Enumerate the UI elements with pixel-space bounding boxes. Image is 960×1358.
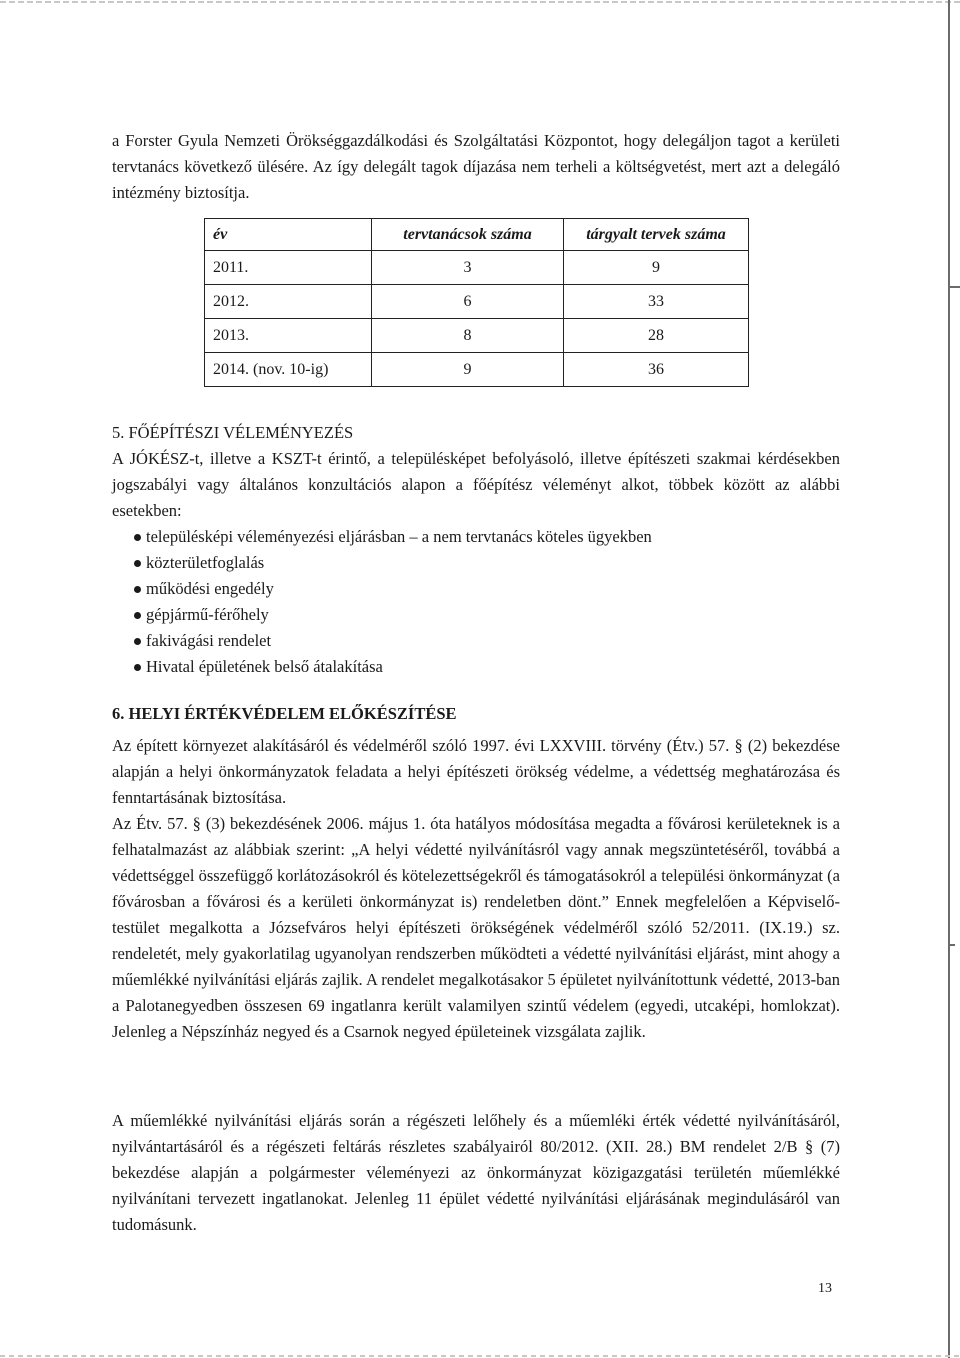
table-cell-count: 9 xyxy=(372,353,564,387)
list-item xyxy=(138,524,840,550)
intro-paragraph-block xyxy=(112,128,840,206)
list-item xyxy=(138,550,840,576)
bullet-icon xyxy=(134,534,141,541)
section-5 xyxy=(112,420,840,680)
section-5-heading: 5. FŐÉPÍTÉSZI VÉLEMÉNYEZÉS xyxy=(112,423,354,442)
table-cell-count: 3 xyxy=(372,251,564,285)
list-item-text: településképi véleményezési eljárásban – a nem tervtanács köteles ügyekben xyxy=(146,527,652,546)
bullet-icon xyxy=(134,586,141,593)
list-item-text: gépjármű-férőhely xyxy=(146,605,269,624)
table-cell-plans: 33 xyxy=(564,285,749,319)
scan-edge-tick xyxy=(949,286,960,288)
table-cell-count: 8 xyxy=(372,319,564,353)
bullet-icon xyxy=(134,664,141,671)
list-item-text: közterületfoglalás xyxy=(146,553,265,572)
table-cell-count: 6 xyxy=(372,285,564,319)
scan-edge-tick xyxy=(949,944,955,946)
scan-edge-right xyxy=(948,0,950,1358)
table-cell-year: 2014. (nov. 10-ig) xyxy=(205,353,372,387)
list-item-text: működési engedély xyxy=(146,579,274,598)
section-6-paragraph-3: A műemlékké nyilvánítási eljárás során a régészeti lelőhely és a műemléki érték védetté nyilvánításáról, nyilvántartásáról és a régészeti feltárás részletes szabályairól 80/2012. (XII. 28.) BM rendelet 2/B § (7) bekezdése alapján a polgármester véleményezi az önkormányzat közigazgatási területén műemlékké nyilvánítani tervezett ingatlanokat. Jelenleg 11 épület védetté nyilvánítási eljárásának megindulásáról van tudomásunk. xyxy=(112,1111,840,1234)
bullet-icon xyxy=(134,612,141,619)
scan-edge-top xyxy=(0,1,960,3)
section-6-heading: 6. HELYI ÉRTÉKVÉDELEM ELŐKÉSZÍTÉSE xyxy=(112,704,457,723)
table-cell-year: 2011. xyxy=(205,251,372,285)
tervtanacs-table xyxy=(204,218,749,387)
table-cell-plans: 36 xyxy=(564,353,749,387)
section-6-paragraph-1: Az épített környezet alakításáról és védelméről szóló 1997. évi LXXVIII. törvény (Étv.) 57. § (2) bekezdése alapján a helyi önkormányzatok feladata a helyi építészeti örökség védelme, a védettség meghatározása és fenntartásának biztosítása. xyxy=(112,736,840,807)
column-header-tervek: tárgyalt tervek száma xyxy=(564,219,749,251)
scan-edge-bottom xyxy=(0,1355,960,1357)
table-row xyxy=(205,251,749,285)
intro-paragraph: a Forster Gyula Nemzeti Örökséggazdálkodási és Szolgáltatási Központot, hogy delegáljon tagot a kerületi tervtanács következő ülésére. Az így delegált tagok díjazása nem terheli a költségvetést, mert azt a delegáló intézmény biztosítja. xyxy=(112,131,840,202)
table-cell-plans: 28 xyxy=(564,319,749,353)
table-row xyxy=(205,319,749,353)
column-header-tervtanacsok: tervtanácsok száma xyxy=(372,219,564,251)
section-5-bullet-list xyxy=(112,524,840,680)
section-6-paragraph-2: Az Étv. 57. § (3) bekezdésének 2006. május 1. óta hatályos módosítása megadta a fővárosi kerületeknek is a felhatalmazást az alábbiak szerint: „A helyi védetté nyilvánításról vagy annak megszüntetéséről, továbbá a védettséggel összefüggő korlátozásokról és kötelezettségekről és támogatásokról a települési önkormányzat (a fővárosban a fővárosi és a kerületi önkormányzat is) rendeletben dönt.” Ennek megfelelően a Képviselő-testület megalkotta a Józsefváros helyi építészeti örökségének védelméről szóló 52/2011. (IX.19.) sz. rendeletét, mely gyakorlatilag ugyanolyan rendszerben működteti a védetté nyilvánítási eljárást, mint ahogy a műemlékké nyilvánítási eljárás zajlik. A rendelet megalkotásakor 5 épületet nyilvánítottunk védetté, 2013-ban a Palotanegyedben összesen 69 ingatlanra került valamilyen szintű védelem (egyedi, utcaképi, homlokzat). Jelenleg a Népszínház negyed és a Csarnok negyed épületeinek vizsgálata zajlik. xyxy=(112,814,840,1041)
table-cell-year: 2012. xyxy=(205,285,372,319)
list-item xyxy=(138,628,840,654)
table-row xyxy=(205,285,749,319)
bullet-icon xyxy=(134,638,141,645)
list-item xyxy=(138,602,840,628)
section-6-last-block xyxy=(112,1108,840,1238)
table-row xyxy=(205,353,749,387)
table-cell-plans: 9 xyxy=(564,251,749,285)
column-header-ev: év xyxy=(205,219,372,251)
table-header-row xyxy=(205,219,749,251)
section-5-paragraph: A JÓKÉSZ-t, illetve a KSZT-t érintő, a településképet befolyásoló, illetve építészeti szakmai kérdésekben jogszabályi vagy általános konzultációs alapon a főépítész véleményt alkot, többek között az alábbi esetekben: xyxy=(112,449,840,520)
list-item-text: Hivatal épületének belső átalakítása xyxy=(146,657,383,676)
list-item xyxy=(138,576,840,602)
section-6 xyxy=(112,701,840,1045)
list-item xyxy=(138,654,840,680)
bullet-icon xyxy=(134,560,141,567)
table-cell-year: 2013. xyxy=(205,319,372,353)
list-item-text: fakivágási rendelet xyxy=(146,631,272,650)
page-number: 13 xyxy=(818,1281,832,1296)
